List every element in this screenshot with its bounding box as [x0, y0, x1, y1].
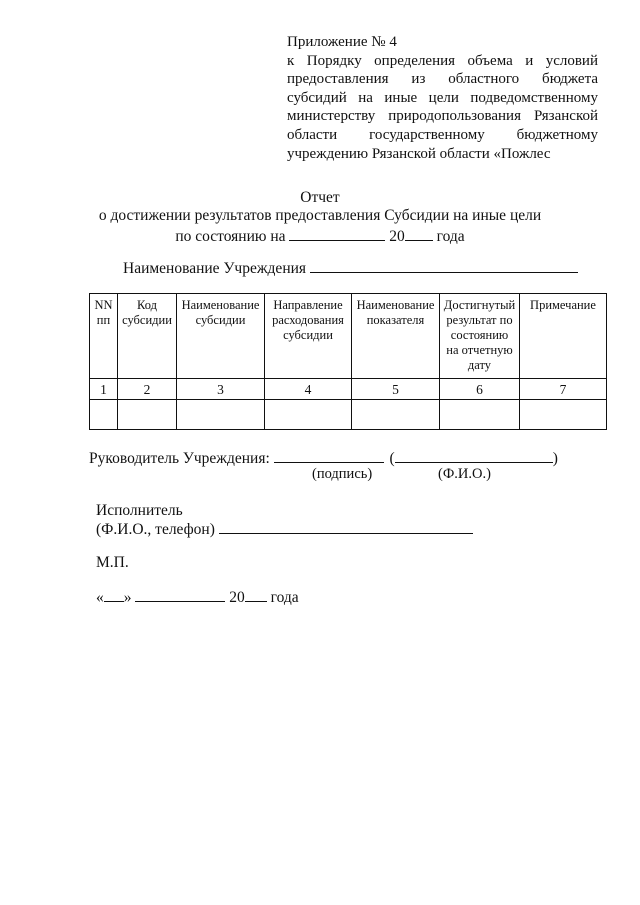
column-number-cell: 4	[265, 379, 352, 400]
executor-contact-label: (Ф.И.О., телефон)	[96, 521, 215, 538]
report-table	[89, 293, 607, 430]
executor-contact-blank[interactable]	[219, 519, 473, 534]
year-prefix: 20	[389, 228, 405, 245]
month-blank[interactable]	[135, 587, 225, 602]
signature-caption: (подпись)	[312, 466, 373, 482]
column-number-cell: 5	[352, 379, 440, 400]
header-cell-subsidy-name: Наименование субсидии	[177, 294, 265, 379]
empty-cell[interactable]	[90, 400, 118, 430]
name-caption: (Ф.И.О.)	[438, 466, 491, 482]
header-cell-number: NN пп	[90, 294, 118, 379]
header-cell-result: Достигнутый результат по состоянию на отчетную дату	[440, 294, 520, 379]
column-number-cell: 3	[177, 379, 265, 400]
appendix-block	[287, 33, 598, 163]
year-blank[interactable]	[405, 226, 433, 241]
close-paren: )	[552, 450, 558, 467]
head-signature-row	[89, 448, 558, 468]
seal-label: М.П.	[96, 554, 129, 571]
institution-row	[123, 258, 578, 278]
date-row	[96, 587, 299, 607]
empty-cell[interactable]	[118, 400, 177, 430]
year-suffix: года	[436, 228, 465, 245]
date-open-quote: «	[96, 589, 104, 606]
head-label: Руководитель Учреждения:	[89, 450, 270, 467]
table-row	[90, 400, 607, 430]
date-close-quote: »	[123, 589, 132, 606]
appendix-line: области государственному бюджетному	[287, 126, 598, 143]
executor-label: Исполнитель	[96, 502, 183, 519]
column-number-cell: 7	[520, 379, 607, 400]
date-year-prefix: 20	[229, 589, 245, 606]
day-blank[interactable]	[104, 587, 124, 602]
column-number-cell: 1	[90, 379, 118, 400]
header-cell-indicator: Наименование показателя	[352, 294, 440, 379]
appendix-line: к Порядку определения объема и условий	[287, 52, 598, 69]
column-number-cell: 2	[118, 379, 177, 400]
empty-cell[interactable]	[520, 400, 607, 430]
appendix-line: министерству природопользования Рязанской	[287, 108, 598, 125]
appendix-line: субсидий на иные цели подведомственному	[287, 89, 598, 106]
executor-contact-row	[96, 519, 473, 539]
report-as-of-line	[0, 226, 640, 246]
appendix-line: учреждению Рязанской области «Пожлес	[287, 145, 551, 162]
table-header-row	[90, 294, 607, 379]
name-blank[interactable]	[395, 448, 553, 463]
appendix-line: предоставления из областного бюджета	[287, 71, 598, 88]
date-year-blank[interactable]	[245, 587, 267, 602]
as-of-prefix: по состоянию на	[175, 228, 286, 245]
empty-cell[interactable]	[440, 400, 520, 430]
column-number-cell: 6	[440, 379, 520, 400]
institution-name-blank[interactable]	[310, 258, 578, 273]
signature-blank[interactable]	[274, 448, 384, 463]
date-year-suffix: года	[270, 589, 299, 606]
open-paren: (	[389, 450, 395, 467]
header-cell-note: Примечание	[520, 294, 607, 379]
header-cell-code: Код субсидии	[118, 294, 177, 379]
report-subtitle: о достижении результатов предоставления Субсидии на иные цели	[98, 207, 542, 224]
appendix-title: Приложение № 4	[287, 34, 397, 50]
institution-label: Наименование Учреждения	[123, 260, 307, 277]
table-row	[90, 379, 607, 400]
report-title: Отчет	[300, 189, 340, 206]
header-cell-direction: Направление расходования субсидии	[265, 294, 352, 379]
empty-cell[interactable]	[352, 400, 440, 430]
empty-cell[interactable]	[265, 400, 352, 430]
empty-cell[interactable]	[177, 400, 265, 430]
date-blank[interactable]	[289, 226, 385, 241]
